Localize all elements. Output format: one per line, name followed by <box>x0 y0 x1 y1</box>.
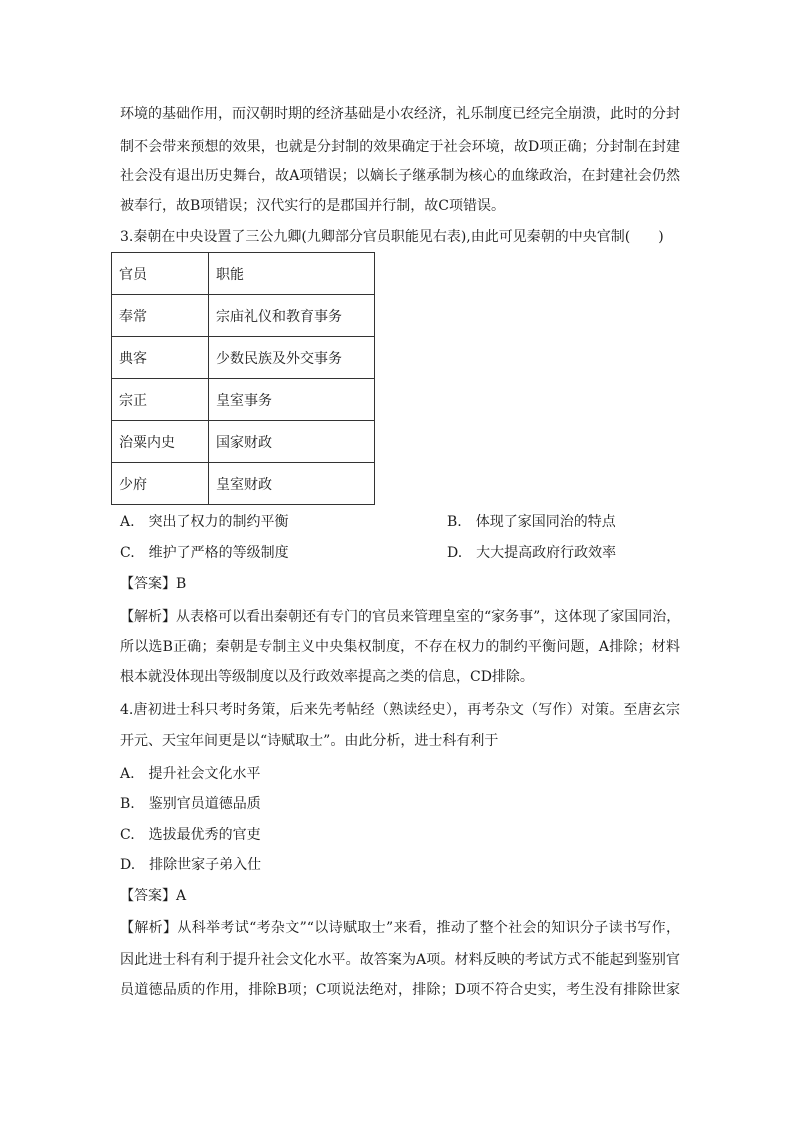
table-cell: 宗庙礼仪和教育事务 <box>209 295 375 337</box>
table-row <box>112 463 375 505</box>
q3-analysis-line-1: 【解析】从表格可以看出秦朝还有专门的官员来管理皇室的“家务事”，这体现了家国同治， <box>120 609 681 625</box>
q4-option-a: A. 提升社会文化水平 <box>120 766 261 782</box>
continuation-line-4: 被奉行，故B项错误；汉代实行的是郡国并行制，故C项错误。 <box>120 198 505 214</box>
table-row <box>112 379 375 421</box>
table-cell: 皇室事务 <box>209 379 375 421</box>
table-row <box>112 337 375 379</box>
table-cell: 治粟内史 <box>112 421 209 463</box>
table-cell: 少府 <box>112 463 209 505</box>
q4-option-c: C. 选拔最优秀的官吏 <box>120 827 261 843</box>
table-cell: 皇室财政 <box>209 463 375 505</box>
q4-answer: 【答案】A <box>120 888 187 904</box>
table-header-cell: 职能 <box>209 253 375 295</box>
q4-option-d: D. 排除世家子弟入仕 <box>120 857 262 873</box>
q3-option-d: D. 大大提高政府行政效率 <box>447 545 617 561</box>
q3-analysis-line-2: 所以选B正确；秦朝是专制主义中央集权制度，不存在权力的制约平衡问题，A排除；材料 <box>120 639 680 655</box>
q4-stem-line-2: 开元、天宝年间更是以“诗赋取士”。由此分析，进士科有利于 <box>120 733 499 749</box>
table-header-row <box>112 253 375 295</box>
table-cell: 奉常 <box>112 295 209 337</box>
table-cell: 宗正 <box>112 379 209 421</box>
table-cell: 少数民族及外交事务 <box>209 337 375 379</box>
q4-option-b: B. 鉴别官员道德品质 <box>120 796 261 812</box>
table-header-cell: 官员 <box>112 253 209 295</box>
q3-answer: 【答案】B <box>120 576 187 592</box>
q3-analysis-line-3: 根本就没体现出等级制度以及行政效率提高之类的信息，CD排除。 <box>120 669 534 685</box>
continuation-line-1: 环境的基础作用，而汉朝时期的经济基础是小农经济，礼乐制度已经完全崩溃，此时的分封 <box>120 106 680 122</box>
continuation-line-3: 社会没有退出历史舞台，故A项错误；以嫡长子继承制为核心的血缘政治，在封建社会仍然 <box>120 168 680 184</box>
q3-stem: 3.秦朝在中央设置了三公九卿(九卿部分官员职能见右表),由此可见秦朝的中央官制( ) <box>120 229 664 245</box>
table-cell: 国家财政 <box>209 421 375 463</box>
continuation-line-2: 制不会带来预想的效果，也就是分封制的效果确定于社会环境，故D项正确；分封制在封建 <box>120 139 680 155</box>
q4-analysis-line-3: 员道德品质的作用，排除B项；C项说法绝对，排除；D项不符合史实，考生没有排除世家 <box>120 982 680 998</box>
q3-option-a: A. 突出了权力的制约平衡 <box>120 514 289 530</box>
q4-stem-line-1: 4.唐初进士科只考时务策，后来先考帖经（熟读经史），再考杂文（写作）对策。至唐玄宗 <box>120 702 680 718</box>
table-cell: 典客 <box>112 337 209 379</box>
table-row <box>112 295 375 337</box>
q4-analysis-line-1: 【解析】从科举考试“考杂文”“以诗赋取士”来看，推动了整个社会的知识分子读书写作， <box>120 920 680 936</box>
table-row <box>112 421 375 463</box>
q3-option-b: B. 体现了家国同治的特点 <box>447 514 616 530</box>
q3-option-c: C. 维护了严格的等级制度 <box>120 545 289 561</box>
q4-analysis-line-2: 因此进士科有利于提升社会文化水平。故答案为A项。材料反映的考试方式不能起到鉴别官 <box>120 952 680 968</box>
q3-officials-table <box>111 252 375 505</box>
